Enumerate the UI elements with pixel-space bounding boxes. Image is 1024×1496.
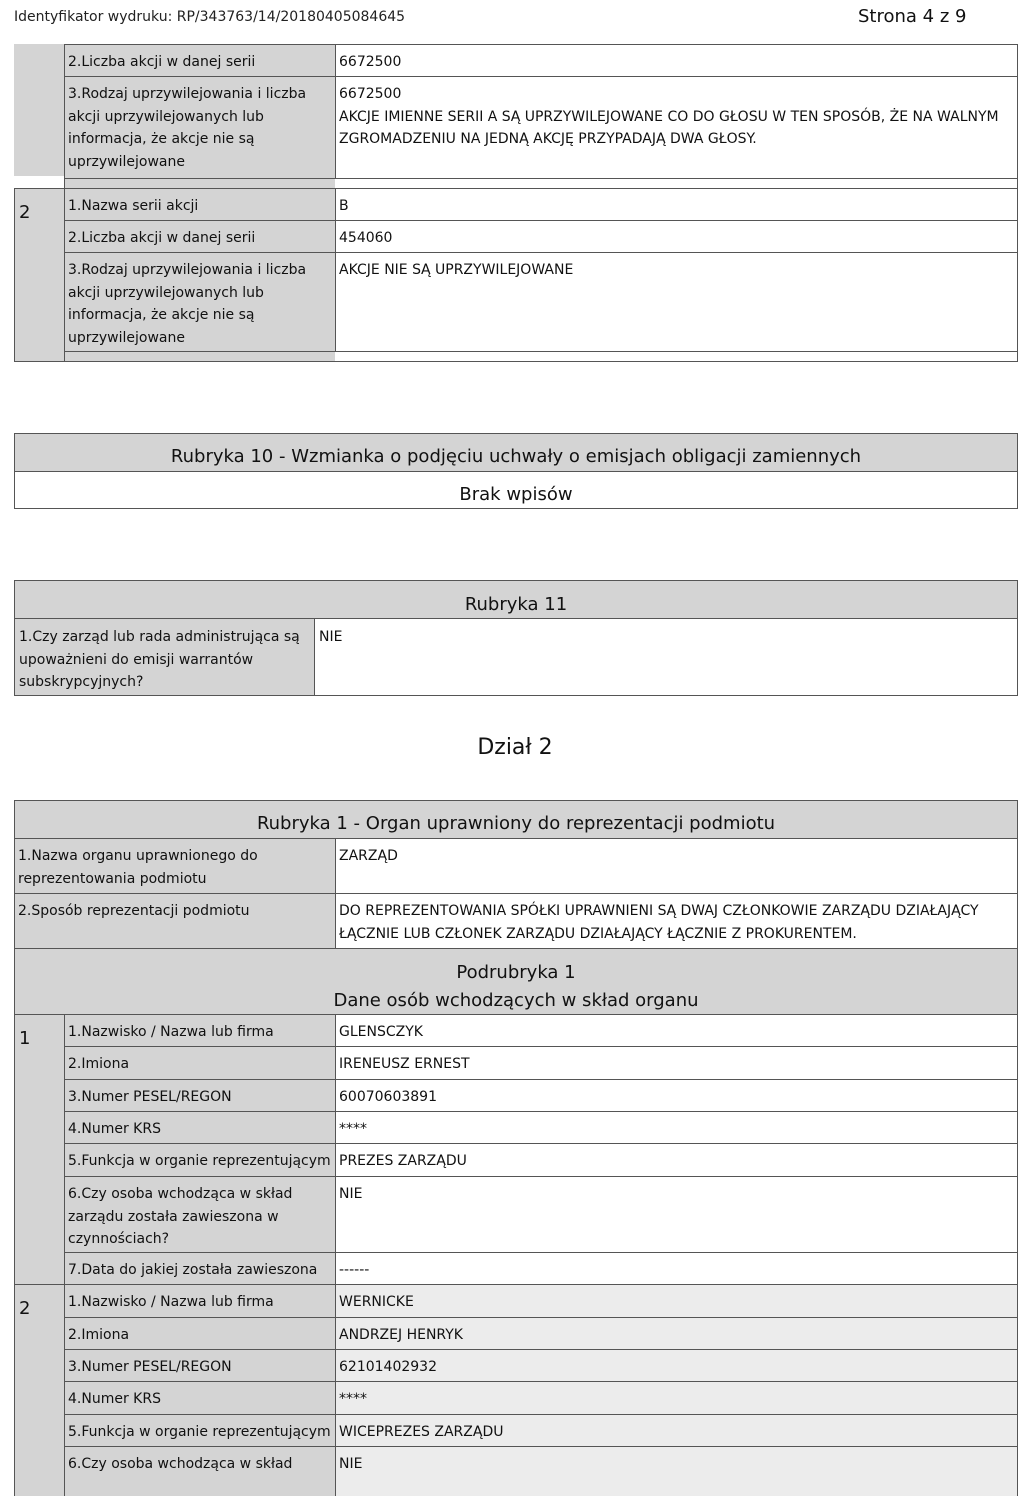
person2-function-value: WICEPREZES ZARZĄDU bbox=[335, 1414, 1018, 1446]
spacer-row-value bbox=[335, 178, 1018, 188]
person2-suspended-value: NIE bbox=[335, 1446, 1018, 1496]
series-priv-value-text: AKCJE IMIENNE SERII A SĄ UPRZYWILEJOWANE CO DO GŁOSU W TEN SPOSÓB, ŻE NA WALNYM ZGROMADZENIU NA JEDNĄ AKCJĘ PRZYPADAJĄ DWA GŁOSY. bbox=[339, 108, 999, 147]
dz2-rubryka-1-title: Rubryka 1 - Organ uprawniony do reprezentacji podmiotu bbox=[14, 800, 1018, 838]
person2-surname-value: WERNICKE bbox=[335, 1284, 1018, 1317]
organ-name-value: ZARZĄD bbox=[335, 838, 1018, 893]
person1-suspended-value: NIE bbox=[335, 1176, 1018, 1252]
person1-surname-value: GLENSCZYK bbox=[335, 1014, 1018, 1046]
person1-pesel-label: 3.Numer PESEL/REGON bbox=[64, 1079, 335, 1111]
person2-pesel-label: 3.Numer PESEL/REGON bbox=[64, 1349, 335, 1381]
series-count-value-2: 454060 bbox=[335, 220, 1018, 252]
podrubryka-1-heading: Podrubryka 1 bbox=[456, 962, 576, 983]
person1-krs-value: **** bbox=[335, 1111, 1018, 1143]
podrubryka-1-subheading: Dane osób wchodzących w skład organu bbox=[333, 990, 699, 1011]
person1-function-value: PREZES ZARZĄDU bbox=[335, 1143, 1018, 1176]
warrants-question-label: 1.Czy zarząd lub rada administrująca są upoważnieni do emisji warrantów subskrypcyjnych? bbox=[15, 619, 315, 695]
series-count-label: 2.Liczba akcji w danej serii bbox=[64, 44, 335, 76]
person1-function-label: 5.Funkcja w organie reprezentującym bbox=[64, 1143, 335, 1176]
series-priv-value-2: AKCJE NIE SĄ UPRZYWILEJOWANE bbox=[335, 252, 1018, 351]
warrants-question-value: NIE bbox=[315, 619, 1017, 695]
person1-names-label: 2.Imiona bbox=[64, 1046, 335, 1079]
person1-surname-label: 1.Nazwisko / Nazwa lub firma bbox=[64, 1014, 335, 1046]
person1-suspended-date-value: ------ bbox=[335, 1252, 1018, 1284]
person2-names-label: 2.Imiona bbox=[64, 1317, 335, 1349]
series-number-2: 2 bbox=[14, 188, 64, 362]
series-number-column-cont bbox=[14, 44, 64, 176]
person2-pesel-value: 62101402932 bbox=[335, 1349, 1018, 1381]
representation-method-value: DO REPREZENTOWANIA SPÓŁKI UPRAWNIENI SĄ DWAJ CZŁONKOWIE ZARZĄDU DZIAŁAJĄCY ŁĄCZNIE LUB CZŁONEK ZARZĄDU DZIAŁAJĄCY ŁĄCZNIE Z PROKURENTEM. bbox=[335, 893, 1018, 948]
series-priv-value bbox=[335, 76, 1018, 178]
person1-pesel-value: 60070603891 bbox=[335, 1079, 1018, 1111]
series-count-label-2: 2.Liczba akcji w danej serii bbox=[64, 220, 335, 252]
person2-krs-value: **** bbox=[335, 1381, 1018, 1414]
series-name-label: 1.Nazwa serii akcji bbox=[64, 188, 335, 220]
person-number-1: 1 bbox=[14, 1014, 64, 1284]
person1-suspended-label: 6.Czy osoba wchodząca w skład zarządu została zawieszona w czynnościach? bbox=[64, 1176, 335, 1252]
print-identifier: Identyfikator wydruku: RP/343763/14/20180405084645 bbox=[14, 9, 406, 25]
rubryka-10-empty: Brak wpisów bbox=[459, 484, 573, 505]
person1-names-value: IRENEUSZ ERNEST bbox=[335, 1046, 1018, 1079]
rubryka-10 bbox=[14, 433, 1018, 509]
person1-krs-label: 4.Numer KRS bbox=[64, 1111, 335, 1143]
person2-krs-label: 4.Numer KRS bbox=[64, 1381, 335, 1414]
person2-suspended-label: 6.Czy osoba wchodząca w skład bbox=[64, 1446, 335, 1496]
rubryka-10-title: Rubryka 10 - Wzmianka o podjęciu uchwały o emisjach obligacji zamiennych bbox=[15, 434, 1017, 472]
organ-name-label: 1.Nazwa organu uprawnionego do reprezentowania podmiotu bbox=[14, 838, 335, 893]
person1-suspended-date-label: 7.Data do jakiej została zawieszona bbox=[64, 1252, 335, 1284]
page-number: Strona 4 z 9 bbox=[858, 6, 967, 27]
person2-function-label: 5.Funkcja w organie reprezentującym bbox=[64, 1414, 335, 1446]
series-priv-label: 3.Rodzaj uprzywilejowania i liczba akcji uprzywilejowanych lub informacja, że akcje nie są uprzywilejowane bbox=[64, 76, 335, 178]
section-heading: Dział 2 bbox=[477, 735, 553, 760]
spacer-row bbox=[64, 178, 335, 188]
series-name-value: B bbox=[335, 188, 1018, 220]
podrubryka-1-title bbox=[14, 948, 1018, 1014]
person2-names-value: ANDRZEJ HENRYK bbox=[335, 1317, 1018, 1349]
person2-surname-label: 1.Nazwisko / Nazwa lub firma bbox=[64, 1284, 335, 1317]
representation-method-label: 2.Sposób reprezentacji podmiotu bbox=[14, 893, 335, 948]
series-priv-value-count: 6672500 bbox=[339, 86, 402, 102]
series-count-value: 6672500 bbox=[335, 44, 1018, 76]
series-priv-label-2: 3.Rodzaj uprzywilejowania i liczba akcji uprzywilejowanych lub informacja, że akcje nie są uprzywilejowane bbox=[64, 252, 335, 351]
rubryka-11-title: Rubryka 11 bbox=[15, 581, 1017, 619]
person-number-2: 2 bbox=[14, 1284, 64, 1496]
rubryka-11 bbox=[14, 580, 1018, 696]
